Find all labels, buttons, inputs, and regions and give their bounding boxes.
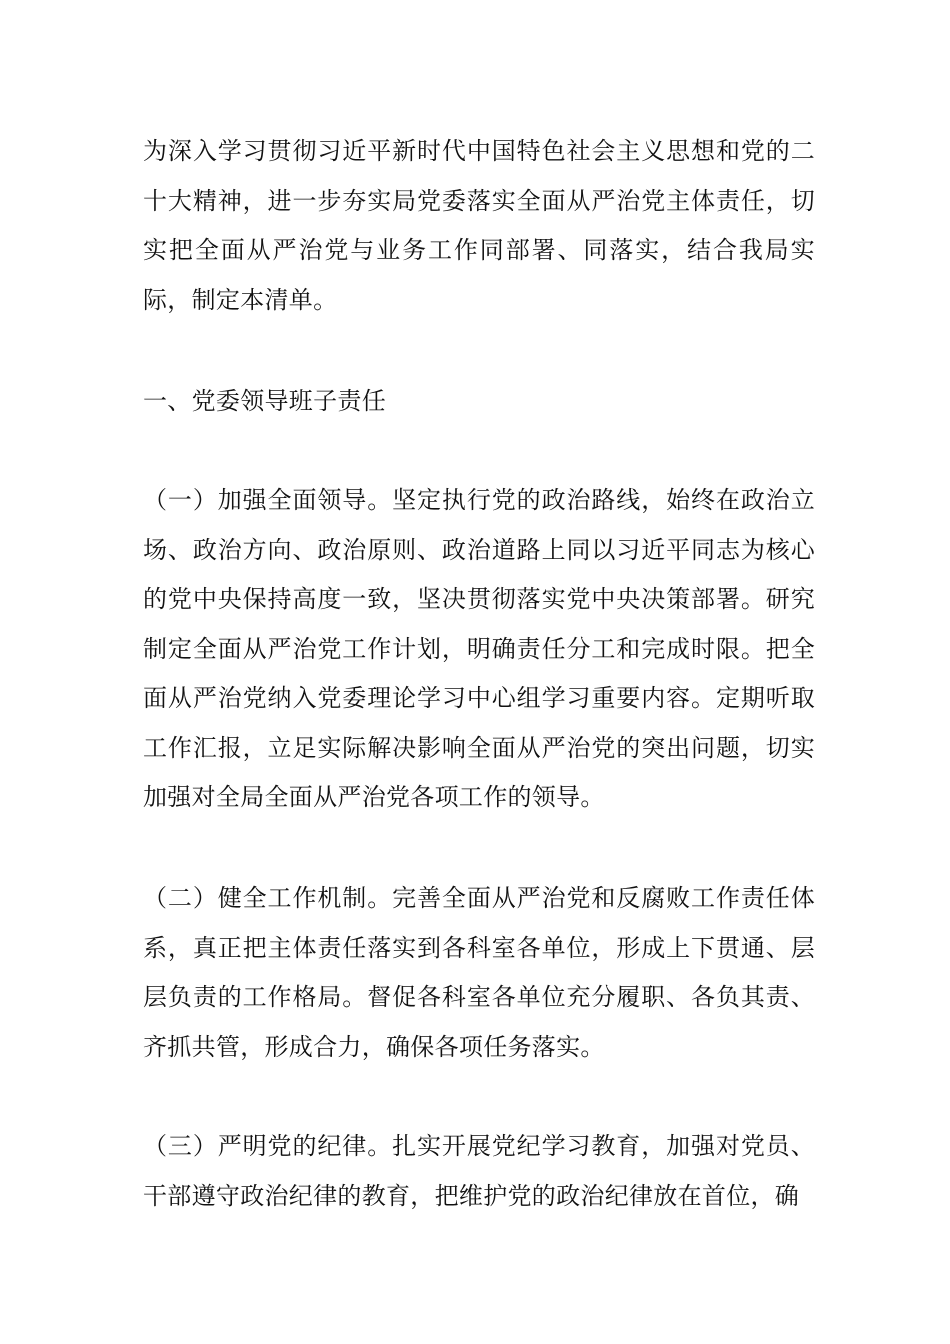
intro-paragraph: 为深入学习贯彻习近平新时代中国特色社会主义思想和党的二十大精神，进一步夯实局党委落实全面从严治党主体责任，切实把全面从严治党与业务工作同部署、同落实，结合我局实际，制定本清单。	[143, 137, 815, 314]
section-heading: 一、党委领导班子责任	[143, 387, 386, 415]
item-paragraph-3: （三）严明党的纪律。扎实开展党纪学习教育，加强对党员、干部遵守政治纪律的教育，把维护党的政治纪律放在首位，确	[143, 1132, 815, 1210]
item-paragraph-1: （一）加强全面领导。坚定执行党的政治路线，始终在政治立场、政治方向、政治原则、政治道路上同以习近平同志为核心的党中央保持高度一致，坚决贯彻落实党中央决策部署。研究制定全面从严治党工作计划，明确责任分工和完成时限。把全面从严治党纳入党委理论学习中心组学习重要内容。定期听取工作汇报，立足实际解决影响全面从严治党的突出问题，切实加强对全局全面从严治党各项工作的领导。	[143, 486, 815, 811]
item-paragraph-2: （二）健全工作机制。完善全面从严治党和反腐败工作责任体系，真正把主体责任落实到各科室各单位，形成上下贯通、层层负责的工作格局。督促各科室各单位充分履职、各负其责、齐抓共管，形成合力，确保各项任务落实。	[143, 884, 815, 1061]
